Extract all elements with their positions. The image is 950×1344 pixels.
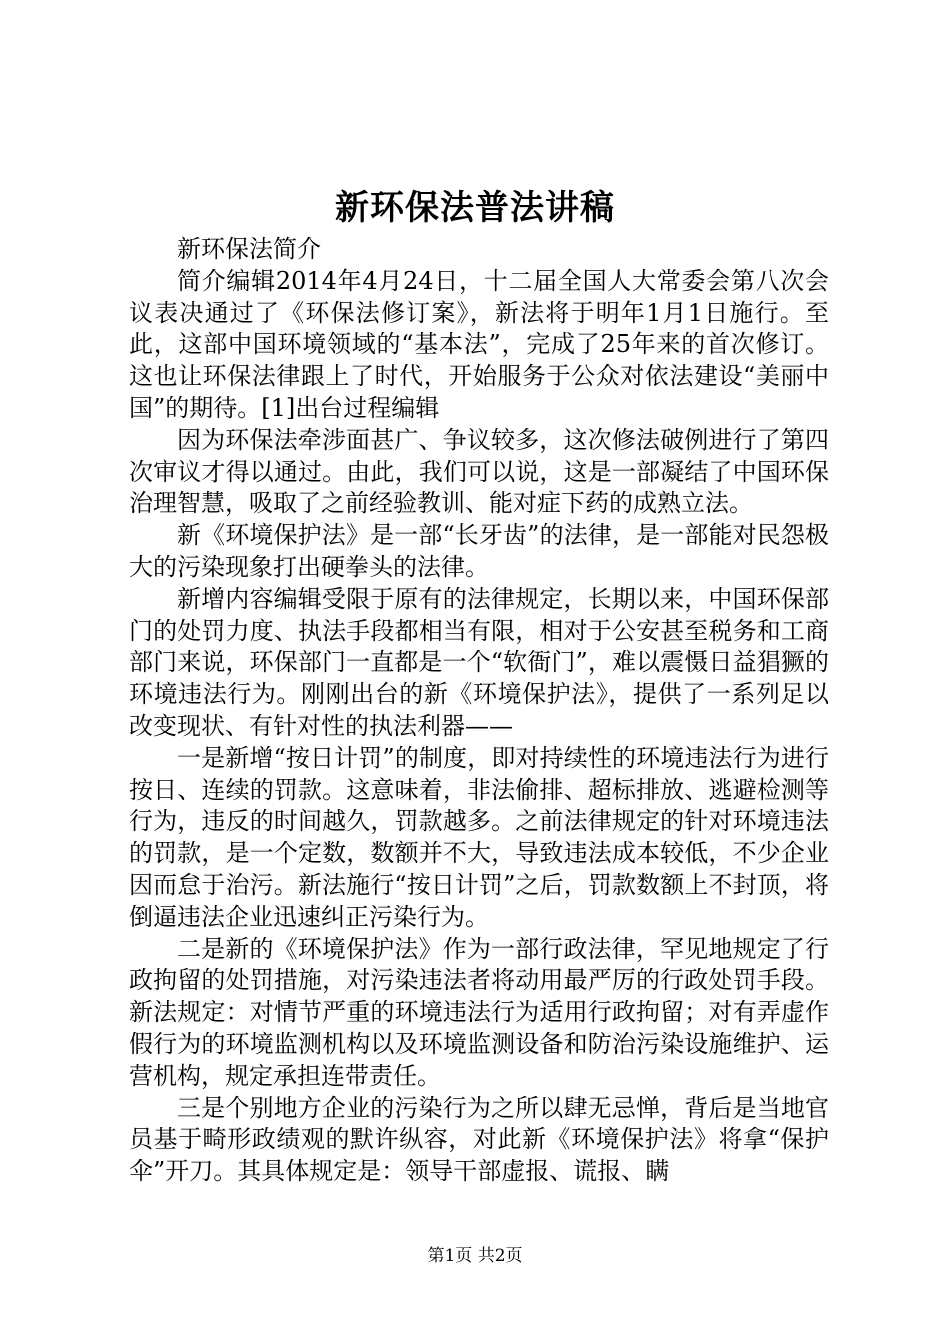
paragraph-teeth: 新《环境保护法》是一部“长牙齿”的法律，是一部能对民怨极大的污染现象打出硬拳头的法律。 [129,521,829,581]
paragraph-process: 因为环保法牵涉面甚广、争议较多，这次修法破例进行了第四次审议才得以通过。由此，我们可以说，这是一部凝结了中国环保治理智慧，吸取了之前经验教训、能对症下药的成熟立法。 [129,425,829,518]
paragraph-new-content: 新增内容编辑受限于原有的法律规定，长期以来，中国环保部门的处罚力度、执法手段都相当有限，相对于公安甚至税务和工商部门来说，环保部门一直都是一个“软衙门”，难以震慑日益猖獗的环境违法行为。刚刚出台的新《环境保护法》，提供了一系列足以改变现状、有针对性的执法利器—— [129,584,829,740]
paragraph-intro-heading: 新环保法简介 [177,235,321,263]
page-footer: 第1页 共2页 [427,1246,523,1266]
paragraph-point-two: 二是新的《环境保护法》作为一部行政法律，罕见地规定了行政拘留的处罚措施，对污染违法者将动用最严厉的行政处罚手段。新法规定：对情节严重的环境违法行为适用行政拘留；对有弄虚作假行为的环境监测机构以及环境监测设备和防治污染设施维护、运营机构，规定承担连带责任。 [129,934,829,1090]
document-title: 新环保法普法讲稿 [335,188,615,228]
paragraph-point-one: 一是新增“按日计罚”的制度，即对持续性的环境违法行为进行按日、连续的罚款。这意味着，非法偷排、超标排放、逃避检测等行为，违反的时间越久，罚款越多。之前法律规定的针对环境违法的罚款，是一个定数，数额并不大，导致违法成本较低，不少企业因而怠于治污。新法施行“按日计罚”之后，罚款数额上不封顶，将倒逼违法企业迅速纠正污染行为。 [129,743,829,931]
document-body [129,234,829,1188]
paragraph-point-three: 三是个别地方企业的污染行为之所以肆无忌惮，背后是当地官员基于畸形政绩观的默许纵容，对此新《环境保护法》将拿“保护伞”开刀。其具体规定是：领导干部虚报、谎报、瞒 [129,1093,829,1186]
paragraph-intro: 简介编辑2014年4月24日，十二届全国人大常委会第八次会议表决通过了《环保法修订案》，新法将于明年1月1日施行。至此，这部中国环境领域的“基本法”，完成了25年来的首次修订。这也让环保法律跟上了时代，开始服务于公众对依法建设“美丽中国”的期待。[1]出台过程编辑 [129,266,829,422]
